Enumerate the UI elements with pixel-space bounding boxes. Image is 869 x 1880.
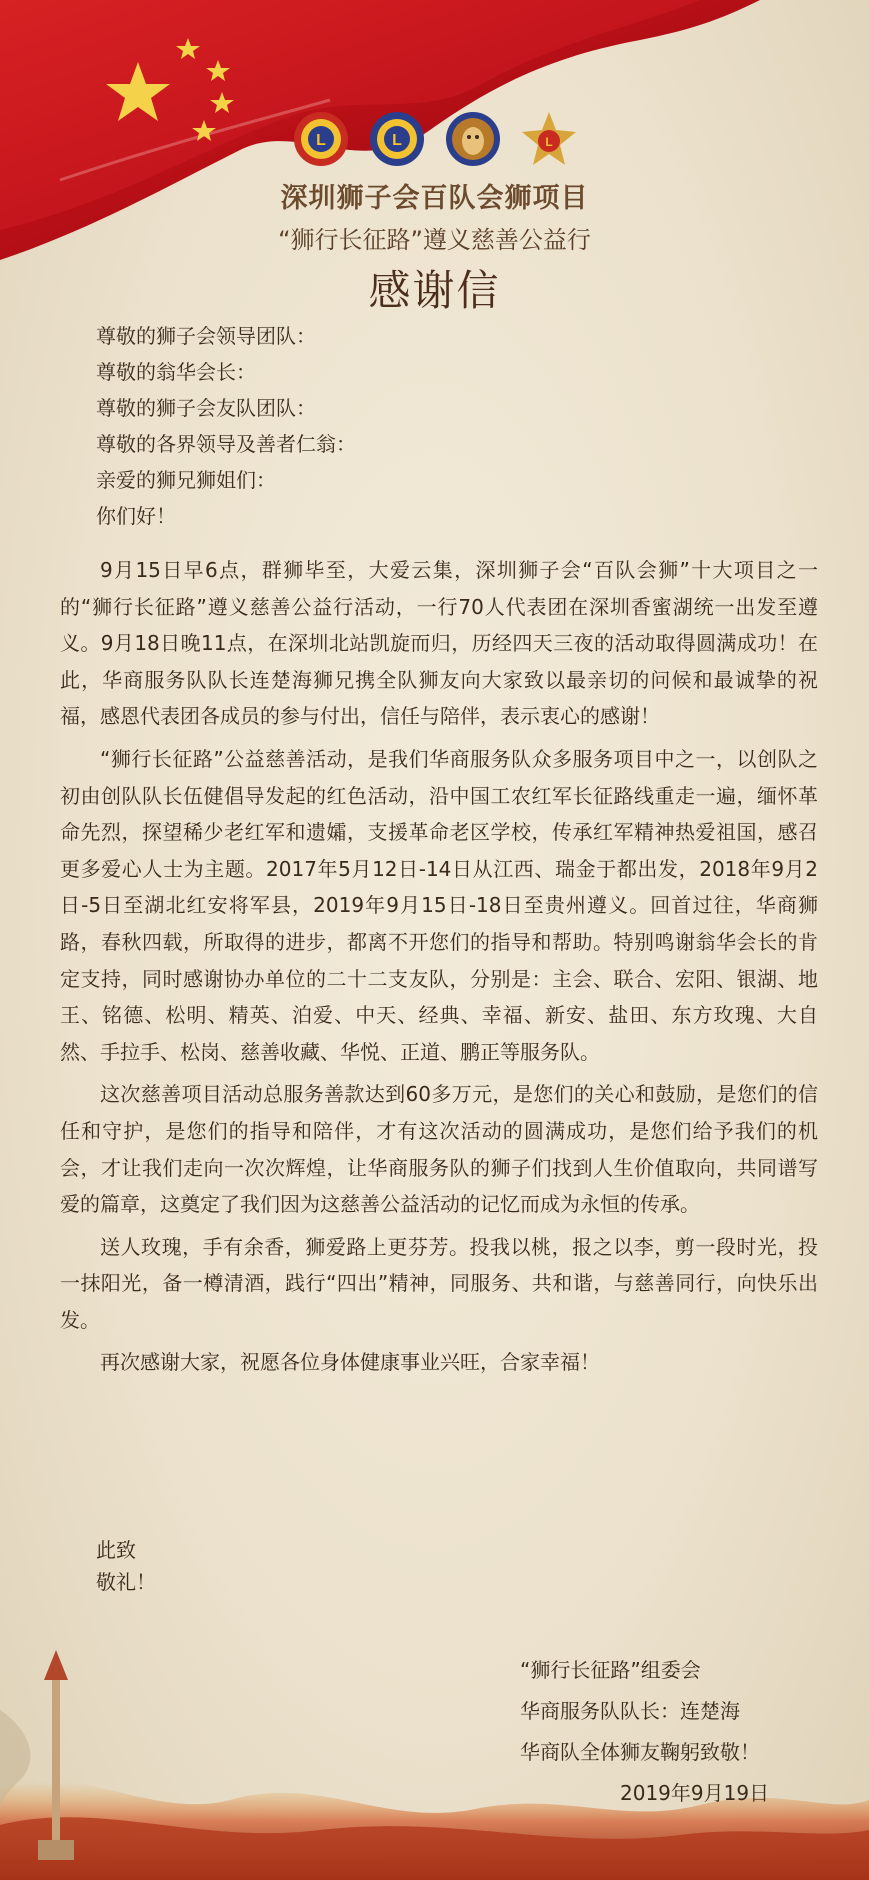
letter-body: [60, 552, 818, 1387]
signature-committee: “狮行长征路”组委会: [520, 1658, 701, 1682]
lion-head-logo: [444, 110, 502, 168]
page-title: 感谢信: [368, 266, 501, 315]
signature-date: 2019年9月19日: [620, 1781, 770, 1805]
star-badge-logo-letter: L: [544, 135, 553, 149]
salutation-line: 亲爱的狮兄狮姐们：: [96, 468, 276, 492]
lions-club-logo-red: [292, 110, 350, 168]
salutation-line: 尊敬的狮子会友队团队：: [96, 396, 316, 420]
closing-line: 敬礼！: [96, 1570, 156, 1594]
salutation-list: [96, 318, 796, 534]
body-paragraph: 再次感谢大家，祝愿各位身体健康事业兴旺，合家幸福！: [100, 1350, 600, 1375]
star-badge-logo: [520, 110, 578, 168]
body-paragraph: 9月15日早6点，群狮毕至，大爱云集，深圳狮子会“百队会狮”十大项目之一的“狮行长征路”遵义慈善公益行活动，一行70人代表团在深圳香蜜湖统一出发至遵义。9月18日晚11点，在深圳北站凯旋而归，历经四天三夜的活动取得圆满成功！在此，华商服务队队长连楚海狮兄携全队狮友向大家致以最亲切的问候和最诚挚的祝福，感恩代表团各成员的参与付出，信任与陪伴，表示衷心的感谢！: [60, 558, 818, 729]
closing-line: 此致: [96, 1538, 136, 1562]
org-title: 深圳狮子会百队会狮项目: [280, 183, 589, 214]
salutation-line: 尊敬的翁华会长：: [96, 360, 256, 384]
logo-row: [0, 110, 869, 168]
body-paragraph: 送人玫瑰，手有余香，狮爱路上更芬芳。投我以桃，报之以李，剪一段时光，投一抹阳光，备一樽清酒，践行“四出”精神，同服务、共和谐，与慈善同行，向快乐出发。: [60, 1234, 818, 1332]
body-paragraph: 这次慈善项目活动总服务善款达到60多万元，是您们的关心和鼓励，是您们的信任和守护，是您们的指导和陪伴，才有这次活动的圆满成功，是您们给予我们的机会，才让我们走向一次次辉煌，让华商服务队的狮子们找到人生价值取向，共同谱写爱的篇章，这奠定了我们因为这慈善公益活动的记忆而成为永恒的传承。: [60, 1082, 818, 1217]
sub-title: “狮行长征路”遵义慈善公益行: [278, 226, 591, 254]
salutation-line: 尊敬的狮子会领导团队：: [96, 324, 316, 348]
lions-club-logo-red-letter: L: [315, 132, 326, 149]
body-paragraph: “狮行长征路”公益慈善活动，是我们华商服务队众多服务项目中之一，以创队之初由创队队长伍健倡导发起的红色活动，沿中国工农红军长征路线重走一遍，缅怀革命先烈，探望稀少老红军和遗孀，支援革命老区学校，传承红军精神热爱祖国，感召更多爱心人士为主题。2017年5月12日-14日从江西、瑞金于都出发，2018年9月2日-5日至湖北红安将军县，2019年9月15日-18日至贵州遵义。回首过往，华商狮路，春秋四载，所取得的进步，都离不开您们的指导和帮助。特别鸣谢翁华会长的肯定支持，同时感谢协办单位的二十二支友队，分别是：主会、联合、宏阳、银湖、地王、铭德、松明、精英、泊爱、中天、经典、幸福、新安、盐田、东方玫瑰、大自然、手拉手、松岗、慈善收藏、华悦、正道、鹏正等服务队。: [60, 746, 818, 1064]
closing-block: [96, 1534, 796, 1598]
signature-team: 华商队全体狮友鞠躬致敬！: [520, 1740, 760, 1764]
lions-club-logo-blue: [368, 110, 426, 168]
signature-captain: 华商服务队队长：连楚海: [520, 1699, 740, 1723]
signature-block: [520, 1650, 850, 1814]
salutation-line: 尊敬的各界领导及善者仁翁：: [96, 432, 356, 456]
greeting-line: 你们好！: [96, 504, 176, 528]
lions-club-logo-blue-letter: L: [391, 132, 402, 149]
